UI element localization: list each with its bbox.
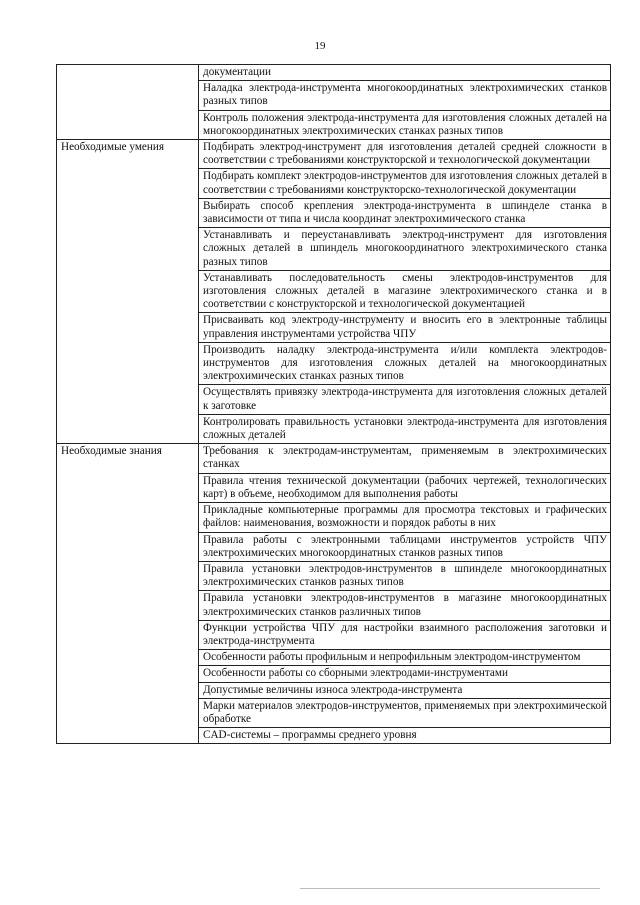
table-cell-text: Устанавливать и переустанавливать электрод-инструмент для изготовления сложных деталей в шпиндель многокоординатного электрохимического станка разных типов bbox=[199, 228, 611, 271]
table-cell-text: Наладка электрода-инструмента многокоординатных электрохимических станков разных типов bbox=[199, 81, 611, 110]
table-cell-text: CAD-системы – программы среднего уровня bbox=[199, 728, 611, 744]
table-cell-text: Контролировать правильность установки электрода-инструмента для изготовления сложных деталей bbox=[199, 414, 611, 443]
skills-label: Необходимые умения bbox=[57, 140, 199, 444]
table-cell-text: Функции устройства ЧПУ для настройки взаимного расположения заготовки и электрода-инструмента bbox=[199, 620, 611, 649]
table-cell-text: Правила чтения технической документации (рабочих чертежей, технологических карт) в объеме, необходимом для выполнения работы bbox=[199, 473, 611, 502]
page-bottom-line bbox=[300, 888, 600, 889]
table-row bbox=[57, 65, 611, 81]
competency-table bbox=[56, 64, 611, 744]
table-cell-text: Осуществлять привязку электрода-инструмента для изготовления сложных деталей к заготовке bbox=[199, 385, 611, 414]
page-number: 19 bbox=[314, 40, 326, 52]
table-cell-text: Устанавливать последовательность смены электродов-инструментов для изготовления сложных деталей в магазине электрохимического станка и в соответствии с конструкторской и технологической документацией bbox=[199, 270, 611, 313]
table-cell-text: Выбирать способ крепления электрода-инструмента в шпинделе станка в зависимости от типа и числа координат электрохимического станка bbox=[199, 198, 611, 227]
table-cell-text: Подбирать комплект электродов-инструментов для изготовления сложных деталей в соответствии с требованиями конструкторско-технологической документации bbox=[199, 169, 611, 198]
table-cell-text: Особенности работы со сборными электродами-инструментами bbox=[199, 666, 611, 682]
table-cell-text: Присваивать код электроду-инструменту и вносить его в электронные таблицы управления инструментами устройства ЧПУ bbox=[199, 313, 611, 342]
table-cell-text: Правила установки электродов-инструментов в магазине многокоординатных электрохимических станков различных типов bbox=[199, 591, 611, 620]
table-cell-text: Прикладные компьютерные программы для просмотра текстовых и графических файлов: наименования, возможности и порядок работы в них bbox=[199, 503, 611, 532]
knowledge-label: Необходимые знания bbox=[57, 444, 199, 744]
empty-label-cell bbox=[57, 65, 199, 140]
table-cell-text: Правила установки электродов-инструментов в шпинделе многокоординатных электрохимических станков разных типов bbox=[199, 561, 611, 590]
table-cell-text: Марки материалов электродов-инструментов, применяемых при электрохимической обработке bbox=[199, 698, 611, 727]
table-cell-text: Подбирать электрод-инструмент для изготовления деталей средней сложности в соответствии с требованиями конструкторской и технологической документации bbox=[199, 140, 611, 169]
table-cell-text: Контроль положения электрода-инструмента для изготовления сложных деталей на многокоординатных электрохимических станках разных типов bbox=[199, 110, 611, 139]
table-cell-text: Допустимые величины износа электрода-инструмента bbox=[199, 682, 611, 698]
competency-table-body bbox=[57, 65, 611, 744]
table-cell-text: Особенности работы профильным и непрофильным электродом-инструментом bbox=[199, 650, 611, 666]
table-row bbox=[57, 444, 611, 473]
table-row bbox=[57, 140, 611, 169]
table-cell-text: документации bbox=[199, 65, 611, 81]
table-cell-text: Требования к электродам-инструментам, применяемым в электрохимических станках bbox=[199, 444, 611, 473]
table-cell-text: Правила работы с электронными таблицами инструментов устройств ЧПУ электрохимических многокоординатных станков разных типов bbox=[199, 532, 611, 561]
table-cell-text: Производить наладку электрода-инструмента и/или комплекта электродов-инструментов для изготовления сложных деталей на многокоординатных электрохимических станках разных типов bbox=[199, 342, 611, 385]
